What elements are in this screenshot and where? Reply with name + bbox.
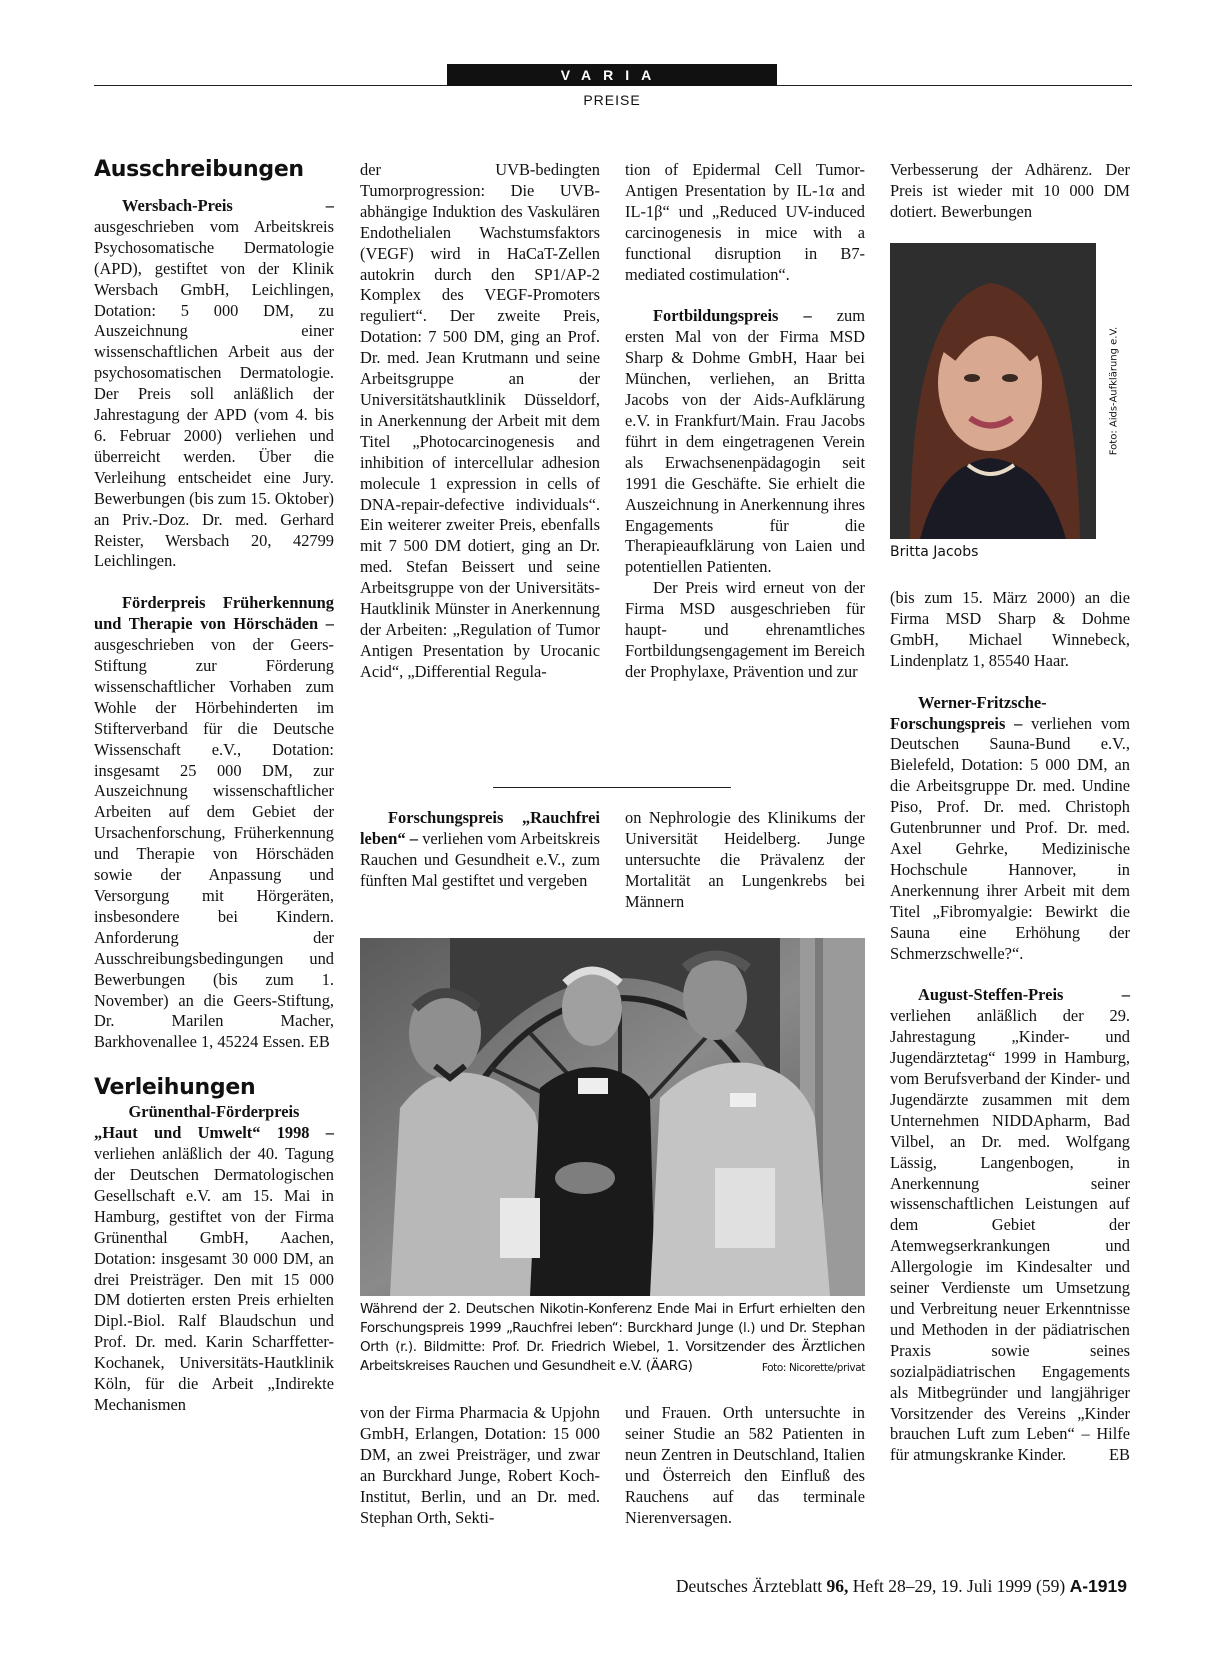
column-2-lower	[360, 808, 600, 892]
award-name: Werner-Fritzsche-Forschungspreis –	[890, 692, 1047, 733]
paragraph-continued: (bis zum 15. März 2000) an die Firma MSD Sharp & Dohme GmbH, Michael Winnebeck, Lindenplatz 1, 85540 Haar.	[890, 588, 1130, 670]
portrait-credit: Foto: Aids-Aufklärung e.V.	[1108, 326, 1120, 456]
photo-credit: Foto: Nicorette/privat	[761, 1362, 865, 1374]
column-3	[625, 160, 865, 683]
photo-caption: Während der 2. Deutschen Nikotin-Konferenz Ende Mai in Erfurt erhielten den Forschungspreis 1999 „Rauchfrei leben“: Burckhard Junge (l.) und Dr. Stephan Orth (r.). Bildmitte: Prof. Dr. Friedrich Wiebel, 1. Vorsitzender des Ärztlichen Arbeitskreises Rauchen und Gesundheit e.V. (ÄARG) Foto: Nicorette/privat	[360, 1300, 865, 1378]
column-3-lower	[625, 808, 865, 913]
section-banner: VARIA	[447, 64, 777, 86]
award-name: Grünenthal-Förderpreis	[128, 1102, 300, 1122]
heading-ausschreibungen: Ausschreibungen	[94, 157, 304, 182]
paragraph-continued: der UVB-bedingten Tumorprogression: Die UVB-abhängige Induktion des Vaskulären Endothelialen Wachstumsfaktors (VEGF) wird in HaCaT-Zellen autokrin durch den SP1/AP-2 Komplex des VEGF-Promoters reguliert“. Der zweite Preis, Dotation: 7 500 DM, ging an Prof. Dr. med. Jean Krutmann und seine Arbeitsgruppe an der Universitätshautklinik Düsseldorf, in Anerkennung der Arbeit mit dem Titel „Photocarcinogenesis and inhibition of intercellular adhesion molecule 1 expression in cells of DNA-repair-defective individuals“. Ein weiterer zweiter Preis, ebenfalls mit 7 500 DM dotiert, ging an Dr. med. Stefan Beissert und seine Arbeitsgruppe von der Universitäts-Hautklinik Münster in Anerkennung der Arbeiten: „Regulation of Tumor Antigen Presentation by Urocanic Acid“, „Differential Regula-	[360, 160, 600, 681]
column-4-top	[890, 160, 1130, 223]
award-name: Forschungspreis „Rauchfrei leben“ –	[360, 808, 600, 848]
signature: EB	[1109, 1445, 1130, 1465]
heading-verleihungen: Verleihungen	[94, 1075, 256, 1101]
section-divider	[493, 787, 731, 788]
subsection-label: PREISE	[583, 92, 641, 108]
paragraph-werner-fritzsche: Werner-Fritzsche-Forschungspreis – verliehen vom Deutschen Sauna-Bund e.V., Bielefeld, Dotation: 5 000 DM, an die Arbeitsgruppe Dr. med. Undine Piso, Prof. Dr. med. Christoph Gutenbrunner und Prof. Dr. med. Axel Gehrke, Medizinische Hochschule Hannover, in Anerkennung ihrer Arbeit mit dem Titel „Fibromyalgie: Bewirkt die Sauna eine Erhöhung der Schmerzschwelle?“.	[890, 692, 1131, 963]
paragraph-wersbach: Wersbach-Preis – ausgeschrieben vom Arbeitskreis Psychosomatische Dermatologie (APD), gestiftet von der Klinik Wersbach GmbH, Leichlingen, Dotation: 5 000 DM, zu Auszeichnung einer wissenschaftlichen Arbeit aus der psychosomatischen Dermatologie. Der Preis soll anläßlich der Jahrestagung der APD (vom 4. bis 6. Februar 2000) verliehen und überreicht werden. Über die Verleihung entscheidet eine Jury. Bewerbungen (bis zum 15. Oktober) an Priv.-Doz. Dr. med. Gerhard Reister, Wersbach 20, 42799 Leichlingen.	[94, 196, 334, 571]
award-name: Fortbildungspreis –	[653, 306, 812, 326]
column-4-lower	[890, 588, 1130, 1466]
paragraph-fortbildungspreis-2: Der Preis wird erneut von der Firma MSD ausgeschrieben für haupt- und ehrenamtliches Fortbildungsengagement im Bereich der Prophylaxe, Prävention und zur	[625, 578, 865, 681]
page-footer: Deutsches Ärzteblatt 96, Heft 28–29, 19. Juli 1999 (59) A-1919	[675, 1576, 1127, 1596]
paragraph-gruenenthal: Grünenthal-Förderpreis „Haut und Umwelt“ 1998 – verliehen anläßlich der 40. Tagung der Deutschen Dermatologischen Gesellschaft e.V. am 15. Mai in Hamburg, gestiftet von der Firma Grünenthal GmbH, Aachen, Dotation: insgesamt 30 000 DM, an drei Preisträger. Den mit 15 000 DM dotierten ersten Preis erhielten Dipl.-Biol. Ralf Blaudschun und Prof. Dr. med. Karin Scharffetter-Kochanek, Universitäts-Hautklinik Köln, für die Arbeit „Indirekte Mechanismen	[94, 1102, 334, 1414]
paragraph-continued: tion of Epidermal Cell Tumor-Antigen Presentation by IL-1α and IL-1β“ und „Reduced UV-induced carcinogenesis in mice with a functional disruption in B7-mediated costimulation“.	[625, 160, 865, 284]
award-name: August-Steffen-Preis –	[918, 985, 1130, 1005]
column-2	[360, 160, 600, 683]
paragraph-rauchfrei: Forschungspreis „Rauchfrei leben“ – verliehen vom Arbeitskreis Rauchen und Gesundheit e.V., zum fünften Mal gestiftet und vergeben	[360, 808, 600, 890]
paragraph-rauchfrei-cont-3: und Frauen. Orth untersuchte in seiner Studie an 582 Patienten in neun Zentren in Deutschland, Italien und Österreich den Einfluß des Rauchens auf das terminale Nierenversagen.	[625, 1403, 865, 1527]
award-photo	[360, 938, 865, 1296]
column-1	[94, 156, 334, 1416]
paragraph-rauchfrei-cont-2: von der Firma Pharmacia & Upjohn GmbH, Erlangen, Dotation: 15 000 DM, an zwei Preisträger, und zwar an Burckhard Junge, Robert Koch-Institut, Berlin, und an Dr. med. Stephan Orth, Sekti-	[360, 1403, 600, 1527]
award-name: Wersbach-Preis –	[122, 196, 334, 215]
column-2-bottom	[360, 1403, 600, 1528]
paragraph-fortbildungspreis: Fortbildungspreis – zum ersten Mal von der Firma MSD Sharp & Dohme GmbH, Haar bei München, verliehen, an Britta Jacobs von der Aids-Aufklärung e.V. in Frankfurt/Main. Frau Jacobs führt in dem eingetragenen Verein als Erwachsenenpädagogin seit 1991 die Geschäfte. Sie erhielt die Auszeichnung in Anerkennung ihres Engagements für die Therapieaufklärung von Laien und potentiellen Patienten.	[625, 306, 865, 577]
paragraph-foerderpreis: Förderpreis Früherkennung und Therapie von Hörschäden – ausgeschrieben von der Geers-Stiftung zur Förderung wissenschaftlicher Vorhaben zum Wohle der Hörbehinderten im Stifterverband für die Deutsche Wissenschaft e.V., Dotation: insgesamt 25 000 DM, zur Auszeichnung wissenschaftlicher Arbeiten auf dem Gebiet der Ursachenforschung, Früherkennung und Therapie von Hörschäden sowie der Anpassung und Versorgung mit Hörgeräten, insbesondere bei Kindern. Anforderung der Ausschreibungsbedingungen und Bewerbungen (bis zum 1. November) an die Geers-Stiftung, Dr. Marilen Macher, Barkhovenallee 1, 45224 Essen. EB	[94, 593, 334, 1052]
portrait-illustration	[890, 243, 1096, 539]
column-3-bottom	[625, 1403, 865, 1528]
paragraph-continued: Verbesserung der Adhärenz. Der Preis ist wieder mit 10 000 DM dotiert. Bewerbungen	[890, 160, 1130, 221]
paragraph-rauchfrei-cont: on Nephrologie des Klinikums der Universität Heidelberg. Junge untersuchte die Prävalenz der Mortalität an Lungenkrebs bei Männern	[625, 808, 865, 911]
paragraph-august-steffen: August-Steffen-Preis – verliehen anläßlich der 29. Jahrestagung „Kinder- und Jugendärztetag“ 1999 in Hamburg, vom Berufsverband der Kinder- und Jugendärzte zusammen mit dem Unternehmen NIDDApharm, Bad Vilbel, an Dr. med. Wolfgang Lässig, Langenbogen, in Anerkennung seiner wissenschaftlichen Leistungen auf dem Gebiet der Atemwegserkrankungen und Allergologie im Kindesalter und seiner Verdienste um Umsetzung und Verbreitung neuer Erkenntnisse und Methoden in der pädiatrischen Praxis sowie seines sozialpädiatrischen Engagements als Mitbegründer und langjähriger Vorsitzender des Vereins „Kinder brauchen Luft zum Leben“ – Hilfe für atmungskranke Kinder.	[890, 985, 1130, 1465]
portrait-name: Britta Jacobs	[890, 544, 979, 560]
award-name: Förderpreis Früherkennung und Therapie von Hörschäden –	[94, 593, 334, 634]
photo-illustration	[360, 938, 865, 1296]
award-name: „Haut und Umwelt“ 1998 –	[94, 1123, 334, 1143]
portrait-photo	[890, 243, 1096, 539]
page-number: A-1919	[1069, 1576, 1127, 1596]
